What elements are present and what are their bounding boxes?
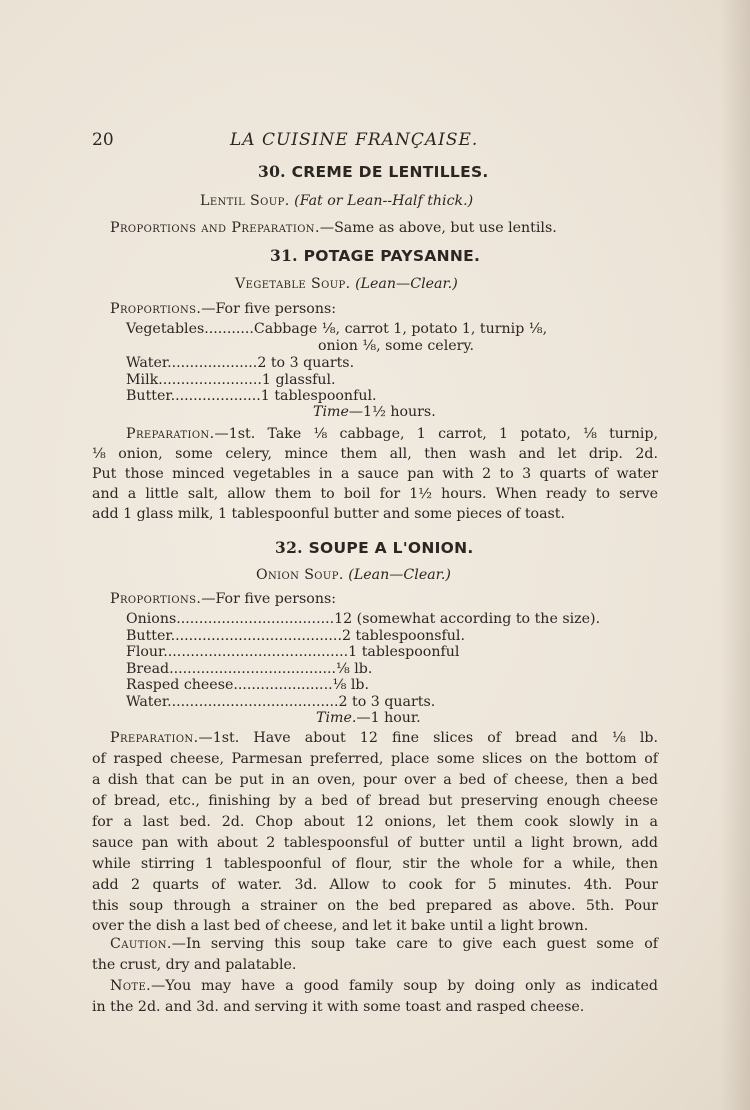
proportions-31 xyxy=(110,299,336,319)
proportions-preparation-30 xyxy=(110,218,557,238)
ingredient-line: Water......................................2 to 3 quarts. xyxy=(126,694,436,710)
caution-line: the crust, dry and palatable. xyxy=(92,957,297,973)
label: Preparation. xyxy=(110,730,199,746)
recipe-title-text: POTAGE PAYSANNE. xyxy=(303,247,481,265)
preparation-line: this soup through a strainer on the bed prepared as above. 5th. Pour xyxy=(92,898,658,914)
label: Proportions and Preparation. xyxy=(110,220,320,236)
preparation-line: for a last bed. 2d. Chop about 12 onions, let them cook slowly in a xyxy=(92,814,658,830)
caution-line xyxy=(110,934,658,954)
text: —In serving this soup take care to give each guest some of xyxy=(171,936,658,952)
preparation-line: of bread, etc., finishing by a bed of bread but preserving enough cheese xyxy=(92,793,658,809)
recipe-number: 32. xyxy=(275,538,303,557)
ingredient-line: Rasped cheese......................⅛ lb. xyxy=(126,677,369,693)
recipe-subtitle-30 xyxy=(200,191,473,211)
proportions-32 xyxy=(110,589,336,609)
page-number: 20 xyxy=(92,130,114,150)
label: Preparation. xyxy=(126,426,215,442)
ingredient-line: Milk.......................1 glassful. xyxy=(126,372,336,388)
ingredient-line: Butter......................................2 tablespoonsful. xyxy=(126,628,465,644)
preparation-line: and a little salt, allow them to boil for 1½ hours. When ready to serve xyxy=(92,486,658,502)
preparation-line: over the dish a last bed of cheese, and let it bake until a light brown. xyxy=(92,918,589,934)
text: —Same as above, but use lentils. xyxy=(319,220,557,236)
subtitle-qualifier: (Lean—Clear.) xyxy=(355,276,458,292)
time-label: Time. xyxy=(316,710,357,726)
time-31 xyxy=(313,402,436,422)
preparation-line: ⅛ onion, some celery, mince them all, then wash and let drip. 2d. xyxy=(92,446,658,462)
note-line: in the 2d. and 3d. and serving it with some toast and rasped cheese. xyxy=(92,999,585,1015)
label: Caution. xyxy=(110,936,172,952)
ingredient-line: Vegetables...........Cabbage ⅛, carrot 1, potato 1, turnip ⅛, xyxy=(126,321,548,337)
subtitle-qualifier: (Fat or Lean--Half thick.) xyxy=(294,193,474,209)
preparation-line: Put those minced vegetables in a sauce pan with 2 to 3 quarts of water xyxy=(92,466,658,482)
recipe-number: 30. xyxy=(258,162,286,181)
preparation-line: a dish that can be put in an oven, pour over a bed of cheese, then a bed xyxy=(92,772,658,788)
text: —1st. Take ⅛ cabbage, 1 carrot, 1 potato, ⅛ turnip, xyxy=(214,426,658,442)
subtitle-name: Onion Soup. xyxy=(256,567,344,583)
preparation-line xyxy=(126,424,658,444)
label: Proportions. xyxy=(110,301,202,317)
note-line xyxy=(110,976,658,996)
time-32 xyxy=(316,708,421,728)
preparation-line xyxy=(110,728,658,748)
recipe-title-32 xyxy=(275,538,474,557)
subtitle-name: Vegetable Soup. xyxy=(235,276,351,292)
time-value: —1½ hours. xyxy=(348,404,436,420)
time-label: Time xyxy=(313,404,349,420)
page-header xyxy=(92,130,662,154)
recipe-title-text: SOUPE A L'ONION. xyxy=(308,539,474,557)
subtitle-name: Lentil Soup. xyxy=(200,193,290,209)
label: Note. xyxy=(110,978,152,994)
ingredient-line: Flour.........................................1 tablespoonful xyxy=(126,644,460,660)
preparation-line: sauce pan with about 2 tablespoonsful of butter until a light brown, add xyxy=(92,835,658,851)
preparation-line: add 1 glass milk, 1 tablespoonful butter and some pieces of toast. xyxy=(92,506,566,522)
time-value: —1 hour. xyxy=(356,710,421,726)
text: —For five persons: xyxy=(201,301,337,317)
label: Proportions. xyxy=(110,591,202,607)
recipe-number: 31. xyxy=(270,246,298,265)
ingredient-line: Water....................2 to 3 quarts. xyxy=(126,355,355,371)
recipe-title-31 xyxy=(270,246,480,265)
text: —1st. Have about 12 fine slices of bread and ⅛ lb. xyxy=(198,730,658,746)
ingredient-line: onion ⅛, some celery. xyxy=(318,338,475,354)
preparation-line: of rasped cheese, Parmesan preferred, place some slices on the bottom of xyxy=(92,751,658,767)
ingredient-line: Butter....................1 tablespoonful. xyxy=(126,388,377,404)
recipe-title-text: CREME DE LENTILLES. xyxy=(291,163,489,181)
text: —You may have a good family soup by doing only as indicated xyxy=(151,978,658,994)
recipe-subtitle-32 xyxy=(256,565,451,585)
running-title: LA CUISINE FRANÇAISE. xyxy=(230,130,479,150)
ingredient-line: Onions...................................12 (somewhat according to the size). xyxy=(126,611,601,627)
ingredient-line: Bread.....................................⅛ lb. xyxy=(126,661,373,677)
preparation-line: add 2 quarts of water. 3d. Allow to cook for 5 minutes. 4th. Pour xyxy=(92,877,658,893)
recipe-subtitle-31 xyxy=(235,274,458,294)
subtitle-qualifier: (Lean—Clear.) xyxy=(348,567,451,583)
preparation-line: while stirring 1 tablespoonful of flour, stir the whole for a while, then xyxy=(92,856,658,872)
text: —For five persons: xyxy=(201,591,337,607)
recipe-title-30 xyxy=(258,162,489,181)
